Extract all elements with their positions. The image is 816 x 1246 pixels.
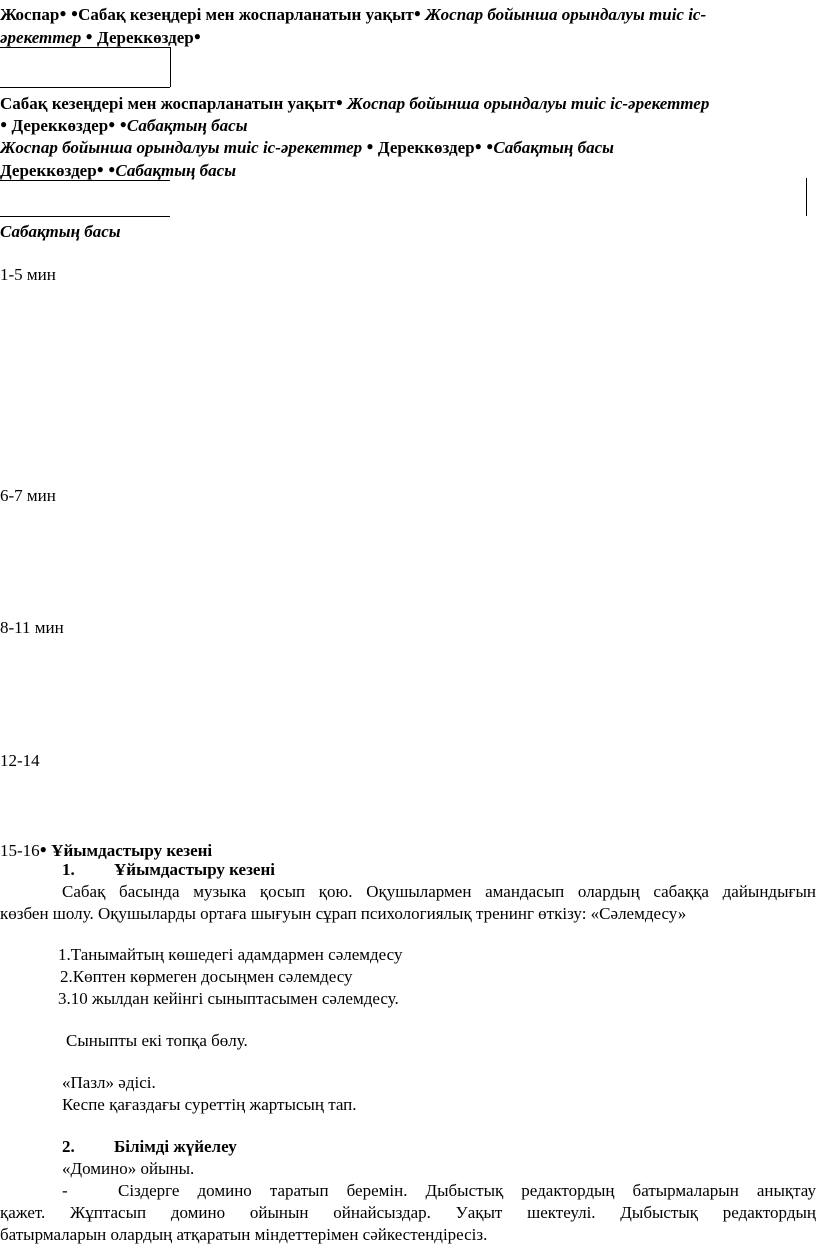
header-text: Сабақ кезеңдері мен жоспарланатын уақыт	[0, 94, 336, 113]
header-line-1	[0, 2, 706, 26]
header-text: Дереккөздер	[377, 138, 475, 157]
section2-number: 2.	[62, 1137, 75, 1156]
section2-paragraph-line: қажет. Жұптасып домино ойынын ойнайсыздар. Уақыт шектеулі. Дыбыстық редактордың	[0, 1203, 816, 1222]
bullet-icon: ●	[335, 95, 343, 109]
bullet-icon: ●	[96, 162, 104, 176]
method-task: Кеспе қағаздағы суреттің жартысың тап.	[62, 1095, 357, 1114]
table-border	[0, 47, 170, 48]
header-line-4	[0, 113, 248, 137]
table-border	[170, 47, 171, 87]
bullet-icon: ●	[39, 842, 47, 856]
list-item: 2.Көптен көрмеген досыңмен сәлемдесу	[60, 967, 353, 986]
list-item: 3.10 жылдан кейінгі сыныптасымен сәлемдесу.	[58, 989, 399, 1008]
section-start-heading: Сабақтың басы	[0, 222, 121, 241]
table-border	[0, 180, 170, 181]
header-line-3	[0, 91, 709, 115]
table-border	[0, 216, 170, 217]
section1-paragraph-line: көзбен шолу. Оқушыларды ортаға шығуын сұрап психологиялық тренинг өткізу: «Сәлемдесу»	[0, 904, 687, 923]
header-text: Дереккөздер	[97, 28, 194, 47]
time-label: 15-16	[0, 841, 40, 860]
header-text: Сабақтың басы	[115, 161, 237, 180]
section1-paragraph-line: Сабақ басында музыка қосып қою. Оқушылармен амандасып олардың сабаққа дайындығын	[62, 882, 816, 901]
time-label: 8-11 мин	[0, 618, 64, 637]
bullet-icon: ●	[0, 117, 8, 131]
bullet-icon: ●	[366, 139, 374, 153]
section1-title: Ұйымдастыру кезені	[114, 860, 275, 879]
bullet-icon: ●	[193, 29, 201, 43]
header-text: Дереккөздер	[11, 116, 109, 135]
bullet-icon: ●	[59, 6, 67, 20]
dash-marker: -	[62, 1181, 68, 1200]
method-title: «Пазл» әдісі.	[62, 1073, 156, 1092]
time-label: 12-14	[0, 751, 40, 770]
header-text: Сабақтың басы	[126, 116, 248, 135]
group-split-text: Сыныпты екі топқа бөлу.	[66, 1031, 248, 1050]
bullet-icon: ●	[119, 117, 127, 131]
header-text: Сабақ кезеңдері мен жоспарланатын уақыт	[78, 5, 414, 24]
section1-number: 1.	[62, 860, 75, 879]
header-text: Жоспар	[0, 5, 60, 24]
bullet-icon: ●	[108, 162, 116, 176]
header-text: Жоспар бойынша орындалуы тиіс іс-әрекеттер	[0, 138, 363, 157]
bullet-icon: ●	[474, 139, 482, 153]
header-text: Жоспар бойынша орындалуы тиіс іс-әрекеттер	[347, 94, 710, 113]
header-text: әрекеттер	[0, 28, 82, 47]
section2-title: Білімді жүйелеу	[114, 1137, 237, 1156]
table-border	[806, 178, 807, 216]
section2-paragraph-line: батырмаларын олардың атқаратын міндеттерімен сәйкестендіресіз.	[0, 1225, 488, 1244]
bullet-icon: ●	[85, 29, 93, 43]
list-item: 1.Танымайтың көшедегі адамдармен сәлемдесу	[58, 945, 403, 964]
header-text: Сабақтың басы	[493, 138, 614, 157]
table-border	[0, 87, 170, 88]
section-title: Ұйымдастыру кезені	[51, 841, 213, 860]
bullet-icon: ●	[486, 139, 494, 153]
game-title: «Домино» ойыны.	[62, 1159, 195, 1178]
bullet-icon: ●	[413, 6, 422, 20]
bullet-icon: ●	[70, 6, 79, 20]
time-label: 6-7 мин	[0, 486, 56, 505]
header-line-5	[0, 135, 614, 159]
bullet-icon: ●	[108, 117, 116, 131]
header-text: Дереккөздер	[0, 161, 97, 180]
header-line-2	[0, 25, 201, 49]
header-line-6	[0, 158, 236, 182]
time-label: 1-5 мин	[0, 265, 56, 284]
section2-paragraph-line: Сіздерге домино таратып беремін. Дыбыстық редактордың батырмаларын анықтау	[118, 1181, 816, 1200]
header-text: Жоспар бойынша орындалуы тиіс іс-	[425, 5, 707, 24]
